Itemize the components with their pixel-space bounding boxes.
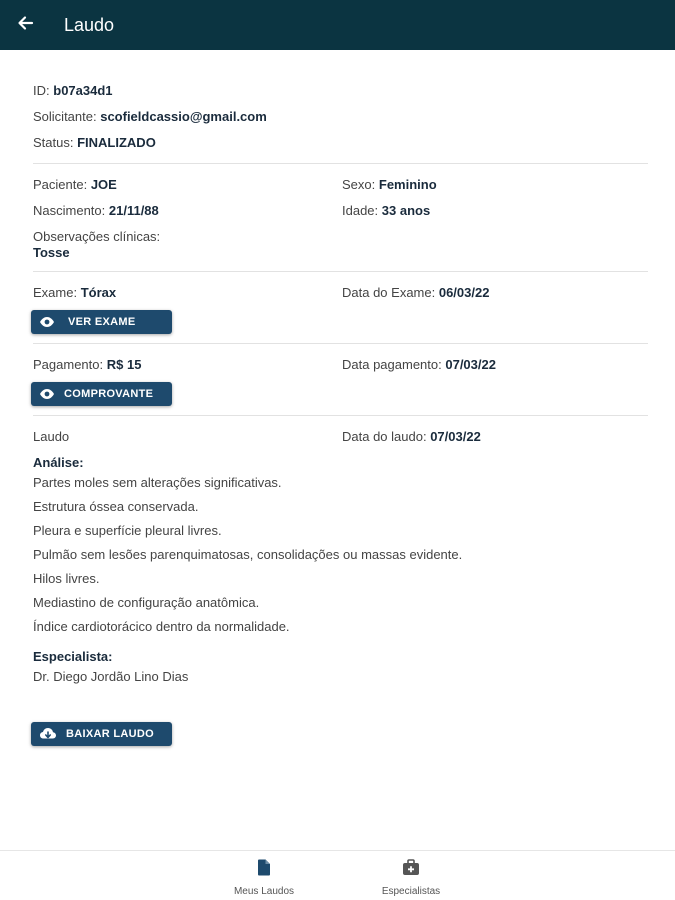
- requester-label: Solicitante:: [33, 109, 97, 124]
- exam-section: [33, 272, 648, 344]
- birth-row: [33, 203, 159, 218]
- arrow-left-icon: [16, 14, 34, 37]
- payment-value: R$ 15: [106, 357, 142, 372]
- birth-label: Nascimento:: [33, 203, 106, 218]
- exam-label: Exame:: [33, 285, 78, 300]
- report-date-label: Data do laudo:: [342, 429, 427, 444]
- notes-text: Tosse: [33, 245, 70, 260]
- status-label: Status:: [33, 135, 74, 150]
- report-title: Laudo: [33, 429, 70, 444]
- request-info-section: [33, 50, 648, 164]
- analysis-line: Pleura e superfície pleural livres.: [33, 523, 222, 538]
- analysis-line: Pulmão sem lesões parenquimatosas, consolidações ou massas evidente.: [33, 547, 463, 562]
- analysis-heading: Análise:: [33, 455, 84, 470]
- status-row: [33, 135, 156, 150]
- report-section: [33, 416, 648, 776]
- payment-date-row: [342, 357, 496, 372]
- sex-label: Sexo:: [342, 177, 376, 192]
- analysis-line: Estrutura óssea conservada.: [33, 499, 199, 514]
- requester-row: [33, 109, 267, 124]
- back-button[interactable]: [0, 0, 50, 50]
- exam-date-value: 06/03/22: [438, 285, 490, 300]
- nav-label-meus-laudos: Meus Laudos: [233, 886, 295, 897]
- report-details: [33, 50, 648, 776]
- id-value: b07a34d1: [53, 83, 113, 98]
- analysis-line: Índice cardiotorácico dentro da normalidade.: [33, 619, 290, 634]
- medical-bag-icon: [402, 859, 420, 881]
- download-report-label: BAIXAR LAUDO: [66, 728, 154, 740]
- birth-value: 21/11/88: [108, 203, 159, 218]
- bottom-navigation: [0, 850, 675, 900]
- specialist-name: Dr. Diego Jordão Lino Dias: [33, 669, 189, 684]
- exam-date-row: [342, 285, 489, 300]
- age-row: [342, 203, 430, 218]
- cloud-download-icon: [39, 727, 57, 741]
- exam-value: Tórax: [80, 285, 117, 300]
- receipt-button[interactable]: [31, 382, 172, 406]
- analysis-line: Mediastino de configuração anatômica.: [33, 595, 260, 610]
- receipt-label: COMPROVANTE: [64, 388, 154, 400]
- sex-value: Feminino: [378, 177, 437, 192]
- report-date-value: 07/03/22: [430, 429, 481, 444]
- sex-row: [342, 177, 437, 192]
- nav-item-especialistas[interactable]: [356, 859, 466, 897]
- document-icon: [257, 859, 271, 881]
- age-label: Idade:: [342, 203, 379, 218]
- payment-section: [33, 344, 648, 416]
- payment-row: [33, 357, 141, 372]
- requester-value: scofieldcassio@gmail.com: [100, 109, 267, 124]
- analysis-line: Partes moles sem alterações significativas.: [33, 475, 282, 490]
- nav-item-meus-laudos[interactable]: [209, 859, 319, 897]
- patient-name-label: Paciente:: [33, 177, 88, 192]
- download-report-button[interactable]: [31, 722, 172, 746]
- id-row: [33, 83, 113, 98]
- specialist-heading: Especialista:: [33, 649, 113, 664]
- patient-name-row: [33, 177, 117, 192]
- age-value: 33 anos: [381, 203, 431, 218]
- app-bar: [0, 0, 675, 50]
- payment-date-value: 07/03/22: [445, 357, 496, 372]
- notes-label: Observações clínicas:: [33, 229, 161, 244]
- payment-label: Pagamento:: [33, 357, 104, 372]
- page-title: Laudo: [64, 14, 115, 35]
- view-exam-button[interactable]: [31, 310, 172, 334]
- exam-date-label: Data do Exame:: [342, 285, 436, 300]
- exam-row: [33, 285, 116, 300]
- analysis-line: Hilos livres.: [33, 571, 100, 586]
- status-value: FINALIZADO: [77, 135, 156, 150]
- view-exam-label: VER EXAME: [68, 316, 136, 328]
- notes-value: [33, 245, 70, 260]
- nav-label-especialistas: Especialistas: [381, 886, 441, 897]
- patient-name-value: JOE: [90, 177, 117, 192]
- eye-icon: [39, 316, 55, 328]
- report-date-row: [342, 429, 481, 444]
- eye-icon: [39, 388, 55, 400]
- patient-section: [33, 164, 648, 272]
- id-label: ID:: [33, 83, 50, 98]
- payment-date-label: Data pagamento:: [342, 357, 442, 372]
